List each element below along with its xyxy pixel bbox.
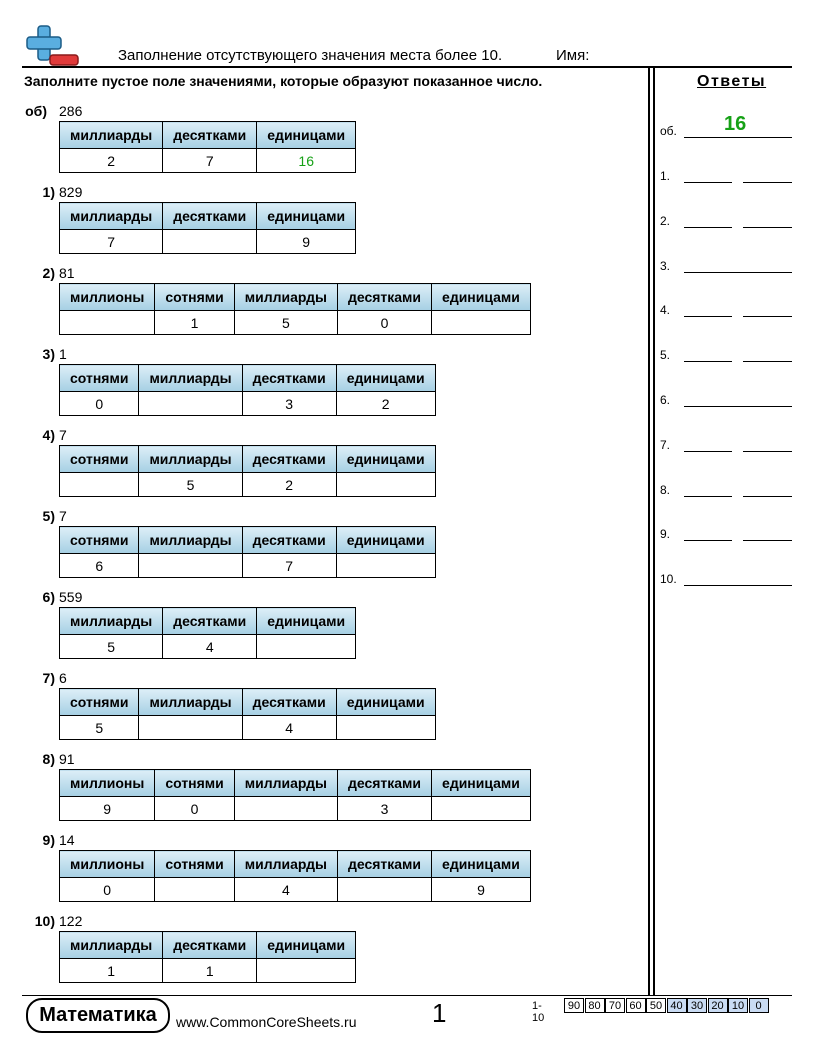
site-url: www.CommonCoreSheets.ru <box>176 1014 357 1030</box>
problem-expression: 14 <box>59 832 75 848</box>
answer-line[interactable] <box>743 182 792 183</box>
column-header: миллиарды <box>139 365 242 392</box>
value-cell: 1 <box>60 959 163 983</box>
column-header: единицами <box>336 527 435 554</box>
blank-cell[interactable] <box>336 473 435 497</box>
column-header: десятками <box>163 122 257 149</box>
score-box: 10 <box>728 998 748 1013</box>
value-cell: 5 <box>60 716 139 740</box>
answer-line[interactable] <box>743 451 792 452</box>
blank-cell[interactable] <box>155 878 234 902</box>
problem-expression: 286 <box>59 103 83 119</box>
value-cell: 1 <box>163 959 257 983</box>
column-header: десятками <box>163 203 257 230</box>
header-divider <box>22 66 792 68</box>
value-cell: 2 <box>60 149 163 173</box>
column-header: единицами <box>257 122 356 149</box>
column-header: десятками <box>337 851 431 878</box>
score-range-label: 1-10 <box>532 1000 545 1024</box>
footer-divider <box>22 995 792 996</box>
answer-label: 9. <box>660 527 671 542</box>
value-cell: 5 <box>234 311 337 335</box>
value-cell: 6 <box>60 554 139 578</box>
problem-number: 9) <box>42 832 55 848</box>
score-box: 80 <box>585 998 605 1013</box>
column-header: сотнями <box>60 527 139 554</box>
column-header: миллиарды <box>60 608 163 635</box>
value-cell: 4 <box>163 635 257 659</box>
problem-number: об) <box>25 103 47 119</box>
answer-label: 10. <box>660 572 677 587</box>
column-header: единицами <box>336 689 435 716</box>
column-header: миллионы <box>60 770 155 797</box>
problem-number: 6) <box>42 589 55 605</box>
problem-expression: 7 <box>59 427 67 443</box>
value-cell: 4 <box>242 716 336 740</box>
value-cell: 0 <box>60 392 139 416</box>
column-header: миллиарды <box>60 122 163 149</box>
blank-cell[interactable] <box>60 473 139 497</box>
place-value-table <box>59 364 436 416</box>
column-header: единицами <box>257 608 356 635</box>
answer-label: 3. <box>660 258 671 273</box>
value-cell: 7 <box>163 149 257 173</box>
blank-cell[interactable] <box>432 797 531 821</box>
answer-label: 5. <box>660 348 671 363</box>
blank-cell[interactable] <box>139 554 242 578</box>
column-header: миллиарды <box>234 284 337 311</box>
column-header: миллиарды <box>139 446 242 473</box>
example-answer-value: 16 <box>724 113 747 135</box>
column-header: миллионы <box>60 851 155 878</box>
problem-number: 7) <box>42 670 55 686</box>
value-cell: 2 <box>336 392 435 416</box>
math-logo-icon <box>24 24 80 68</box>
column-header: сотнями <box>60 446 139 473</box>
problem-number: 4) <box>42 427 55 443</box>
worksheet-title: Заполнение отсутствующего значения места более 10. <box>118 47 503 64</box>
value-cell: 7 <box>60 230 163 254</box>
value-cell: 9 <box>432 878 531 902</box>
answer-line[interactable] <box>743 496 792 497</box>
column-header: сотнями <box>60 689 139 716</box>
problem-expression: 91 <box>59 751 75 767</box>
column-header: единицами <box>432 284 531 311</box>
answer-label: 1. <box>660 169 671 183</box>
answer-line <box>684 137 792 138</box>
answer-label: 4. <box>660 303 671 318</box>
score-box: 90 <box>564 998 584 1013</box>
problem-expression: 6 <box>59 670 67 686</box>
place-value-table <box>59 445 436 497</box>
answer-line[interactable] <box>743 227 792 228</box>
score-box: 40 <box>667 998 687 1013</box>
blank-cell[interactable] <box>139 392 242 416</box>
blank-cell[interactable] <box>336 716 435 740</box>
answer-line[interactable] <box>743 361 792 362</box>
score-box: 70 <box>605 998 625 1013</box>
problem-number: 8) <box>42 751 55 767</box>
place-value-table <box>59 607 356 659</box>
value-cell: 3 <box>337 797 431 821</box>
column-header: десятками <box>242 527 336 554</box>
column-header: миллиарды <box>139 527 242 554</box>
score-box: 60 <box>626 998 646 1013</box>
column-header: миллионы <box>60 284 155 311</box>
place-value-table <box>59 526 436 578</box>
blank-cell[interactable] <box>432 311 531 335</box>
answer-line[interactable] <box>684 451 732 452</box>
score-box: 30 <box>687 998 707 1013</box>
problem-expression: 7 <box>59 508 67 524</box>
problem-expression: 81 <box>59 265 75 281</box>
column-header: десятками <box>337 284 431 311</box>
column-header: единицами <box>336 446 435 473</box>
column-divider <box>653 68 655 996</box>
column-header: десятками <box>163 932 257 959</box>
problem-number: 10) <box>34 913 55 929</box>
answer-line[interactable] <box>684 496 732 497</box>
column-header: миллиарды <box>60 203 163 230</box>
column-header: сотнями <box>155 851 234 878</box>
value-cell: 1 <box>155 311 234 335</box>
blank-cell[interactable] <box>337 878 431 902</box>
column-header: сотнями <box>155 770 234 797</box>
answer-line[interactable] <box>743 316 792 317</box>
instructions: Заполните пустое поле значениями, которые образуют показанное число. <box>24 73 543 89</box>
column-header: десятками <box>242 446 336 473</box>
column-header: единицами <box>257 203 356 230</box>
place-value-table <box>59 931 356 983</box>
answer-line[interactable] <box>684 227 732 228</box>
blank-cell[interactable] <box>336 554 435 578</box>
place-value-table <box>59 769 531 821</box>
column-header: десятками <box>337 770 431 797</box>
answer-cell: 16 <box>257 149 356 173</box>
place-value-table <box>59 688 436 740</box>
place-value-table <box>59 121 356 173</box>
answer-label: об. <box>660 124 677 138</box>
name-label: Имя: <box>556 47 590 64</box>
column-header: миллиарды <box>139 689 242 716</box>
column-header: десятками <box>242 689 336 716</box>
answer-line[interactable] <box>684 540 732 541</box>
blank-cell[interactable] <box>139 716 242 740</box>
value-cell: 9 <box>257 230 356 254</box>
problem-expression: 829 <box>59 184 83 200</box>
answer-line[interactable] <box>684 361 732 362</box>
problem-number: 5) <box>42 508 55 524</box>
value-cell: 4 <box>234 878 337 902</box>
blank-cell[interactable] <box>234 797 337 821</box>
column-header: единицами <box>257 932 356 959</box>
problem-number: 2) <box>42 265 55 281</box>
answer-line[interactable] <box>743 540 792 541</box>
column-divider <box>648 68 650 996</box>
value-cell: 2 <box>242 473 336 497</box>
column-header: единицами <box>336 365 435 392</box>
brand-badge: Математика <box>26 998 170 1033</box>
column-header: единицами <box>432 770 531 797</box>
problem-expression: 122 <box>59 913 83 929</box>
place-value-table <box>59 283 531 335</box>
answer-line[interactable] <box>684 272 792 273</box>
column-header: сотнями <box>155 284 234 311</box>
problem-number: 1) <box>42 184 55 200</box>
column-header: миллиарды <box>60 932 163 959</box>
value-cell: 3 <box>242 392 336 416</box>
blank-cell[interactable] <box>257 959 356 983</box>
value-cell: 0 <box>155 797 234 821</box>
answer-line[interactable] <box>684 316 732 317</box>
answer-label: 6. <box>660 393 671 407</box>
problem-expression: 559 <box>59 589 83 605</box>
value-cell: 5 <box>60 635 163 659</box>
answer-label: 8. <box>660 482 671 497</box>
value-cell: 9 <box>60 797 155 821</box>
score-box: 0 <box>749 998 769 1013</box>
blank-cell[interactable] <box>60 311 155 335</box>
answer-label: 7. <box>660 437 671 452</box>
problem-expression: 1 <box>59 346 67 362</box>
column-header: десятками <box>242 365 336 392</box>
score-box: 50 <box>646 998 666 1013</box>
column-header: миллиарды <box>234 851 337 878</box>
place-value-table <box>59 202 356 254</box>
answer-line[interactable] <box>684 406 792 407</box>
answer-line[interactable] <box>684 585 792 586</box>
answer-line[interactable] <box>684 182 732 183</box>
problem-number: 3) <box>42 346 55 362</box>
answer-label: 2. <box>660 213 671 228</box>
place-value-table <box>59 850 531 902</box>
score-box: 20 <box>708 998 728 1013</box>
column-header: миллиарды <box>234 770 337 797</box>
column-header: сотнями <box>60 365 139 392</box>
value-cell: 0 <box>60 878 155 902</box>
page-number: 1 <box>432 998 447 1028</box>
column-header: десятками <box>163 608 257 635</box>
column-header: единицами <box>432 851 531 878</box>
value-cell: 0 <box>337 311 431 335</box>
value-cell: 7 <box>242 554 336 578</box>
blank-cell[interactable] <box>257 635 356 659</box>
answers-title: Ответы <box>697 73 767 90</box>
blank-cell[interactable] <box>163 230 257 254</box>
value-cell: 5 <box>139 473 242 497</box>
